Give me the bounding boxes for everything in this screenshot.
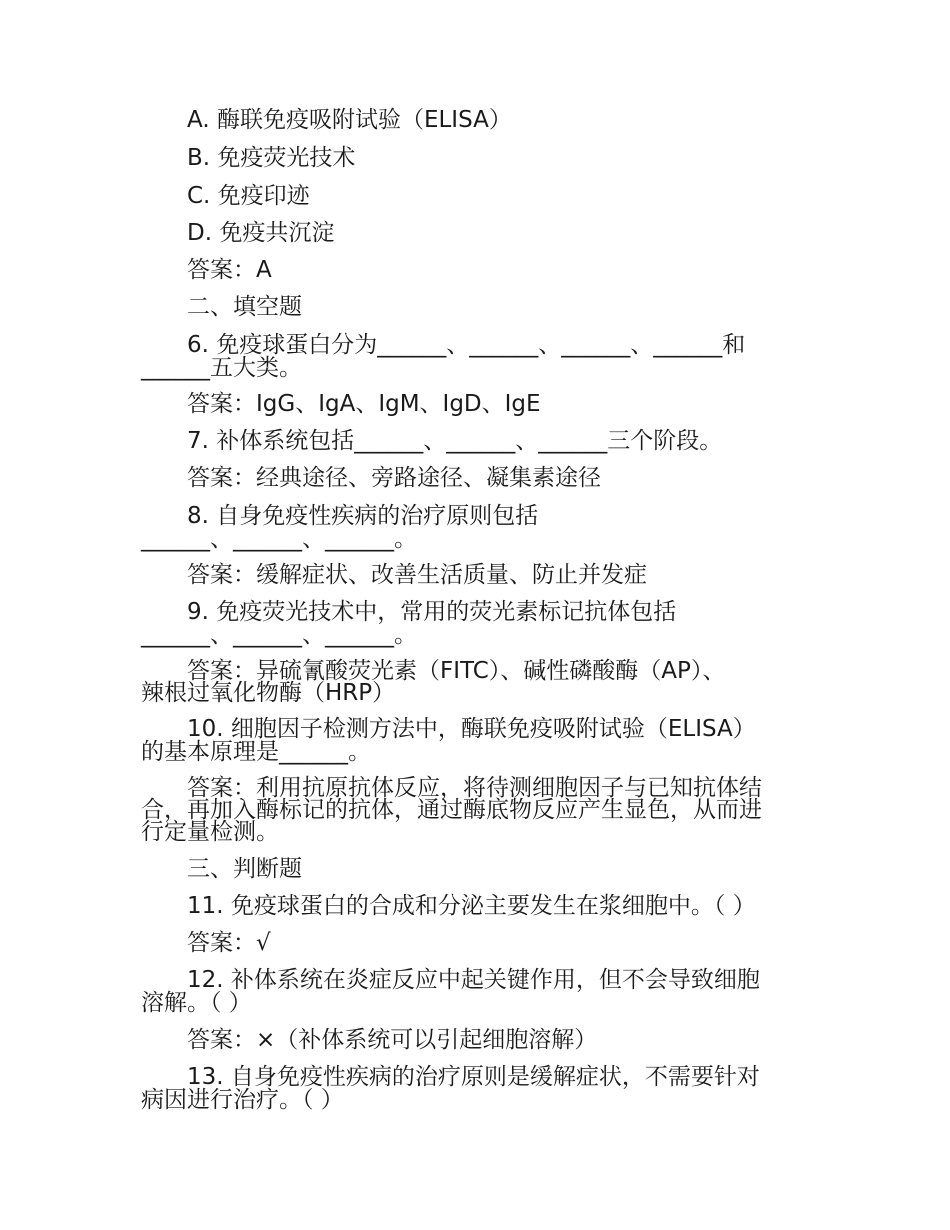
q9-answer-line2: 辣根过氧化物酶（HRP） bbox=[141, 680, 396, 706]
q6-answer: 答案：IgG、IgA、IgM、IgD、IgE bbox=[187, 391, 541, 417]
q5-answer: 答案：A bbox=[187, 257, 272, 283]
q6-line2: ______五大类。 bbox=[141, 355, 302, 381]
q8-line2: ______、______、______。 bbox=[141, 526, 417, 552]
q7-line1: 7. 补体系统包括______、______、______三个阶段。 bbox=[187, 428, 723, 454]
q12-answer: 答案：×（补体系统可以引起细胞溶解） bbox=[187, 1027, 598, 1053]
q9-answer-line1: 答案：异硫氰酸荧光素（FITC）、碱性磷酸酶（AP）、 bbox=[187, 658, 726, 684]
option-c: C. 免疫印迹 bbox=[187, 183, 310, 209]
q10-line1: 10. 细胞因子检测方法中，酶联免疫吸附试验（ELISA） bbox=[187, 716, 756, 742]
q10-answer-line3: 行定量检测。 bbox=[141, 819, 279, 845]
q9-line2: ______、______、______。 bbox=[141, 622, 417, 648]
option-d: D. 免疫共沉淀 bbox=[187, 220, 335, 246]
q11-answer: 答案：√ bbox=[187, 930, 271, 956]
option-a: A. 酶联免疫吸附试验（ELISA） bbox=[187, 107, 512, 133]
q8-answer: 答案：缓解症状、改善生活质量、防止并发症 bbox=[187, 562, 647, 588]
q13-line1: 13. 自身免疫性疾病的治疗原则是缓解症状，不需要针对 bbox=[187, 1064, 760, 1090]
option-b: B. 免疫荧光技术 bbox=[187, 145, 356, 171]
q10-line2: 的基本原理是______。 bbox=[141, 739, 371, 765]
q10-answer-line1: 答案：利用抗原抗体反应，将待测细胞因子与已知抗体结 bbox=[187, 775, 762, 801]
q12-line1: 12. 补体系统在炎症反应中起关键作用，但不会导致细胞 bbox=[187, 967, 760, 993]
q6-line1: 6. 免疫球蛋白分为______、______、______、______和 bbox=[187, 332, 746, 358]
q7-answer: 答案：经典途径、旁路途径、凝集素途径 bbox=[187, 465, 601, 491]
q12-line2: 溶解。（ ） bbox=[141, 990, 252, 1016]
q10-answer-line2: 合，再加入酶标记的抗体，通过酶底物反应产生显色，从而进 bbox=[141, 797, 762, 823]
q11-line1: 11. 免疫球蛋白的合成和分泌主要发生在浆细胞中。（ ） bbox=[187, 893, 756, 919]
section-3-title: 三、判断题 bbox=[187, 856, 302, 882]
q8-line1: 8. 自身免疫性疾病的治疗原则包括 bbox=[187, 503, 539, 529]
q9-line1: 9. 免疫荧光技术中，常用的荧光素标记抗体包括 bbox=[187, 599, 677, 625]
section-2-title: 二、填空题 bbox=[187, 294, 302, 320]
q13-line2: 病因进行治疗。（ ） bbox=[141, 1087, 344, 1113]
